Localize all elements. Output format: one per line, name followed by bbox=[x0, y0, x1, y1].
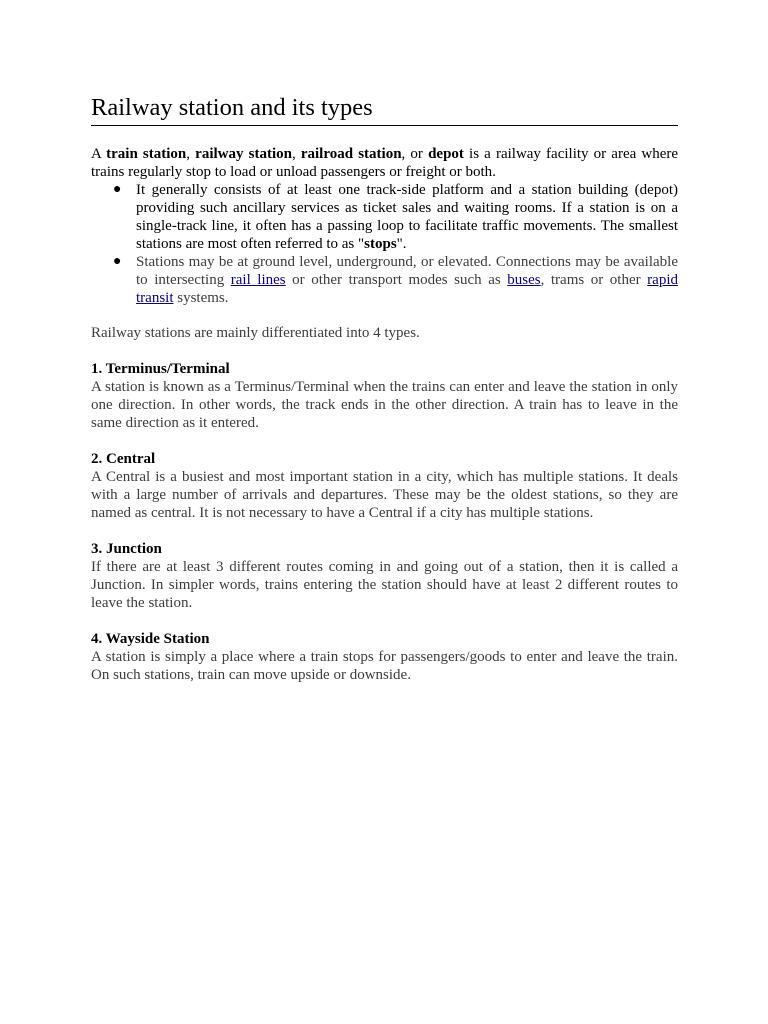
section-terminus bbox=[91, 360, 678, 432]
intro-paragraph bbox=[91, 145, 678, 181]
section-body: A Central is a busiest and most important station in a city, which has multiple stations. It deals with a large number of arrivals and departures. These may be the oldest stations, so they are named as central. It is not necessary to have a Central if a city has multiple stations. bbox=[91, 469, 678, 521]
section-body: A station is known as a Terminus/Terminal when the trains can enter and leave the station in only one direction. In other words, the track ends in the other direction. A train has to leave in the same direction as it entered. bbox=[91, 379, 678, 431]
bullet-text: Stations may be at ground level, underground, or elevated. Connections may be available to intersecting bbox=[136, 254, 678, 288]
section-central bbox=[91, 450, 678, 522]
summary-paragraph: Railway stations are mainly differentiated into 4 types. bbox=[91, 325, 420, 341]
term-railway-station: railway station bbox=[195, 146, 292, 162]
term-stops: stops bbox=[364, 236, 397, 252]
page-title: Railway station and its types bbox=[91, 92, 678, 126]
section-heading: 2. Central bbox=[91, 451, 156, 467]
bullet-text: or other transport modes such as bbox=[285, 272, 508, 288]
intro-text: , bbox=[186, 146, 196, 162]
list-item bbox=[91, 181, 678, 253]
intro-text: is a railway facility or area where trains regularly stop to load or unload passengers or freight or both. bbox=[91, 146, 679, 180]
section-wayside-station bbox=[91, 630, 678, 684]
list-item bbox=[91, 253, 678, 307]
bullet-icon: ● bbox=[113, 254, 122, 269]
link-rail-lines[interactable]: rail lines bbox=[230, 272, 286, 288]
intro-text: , bbox=[291, 146, 301, 162]
bullet-text: It generally consists of at least one track-side platform and a station building (depot) providing such ancillary services as ticket sales and waiting rooms. If a station is on a single-track line, it often has a passing loop to facilitate traffic movements. The smallest stations are most often referred to as " bbox=[136, 182, 678, 252]
bullet-text: systems. bbox=[173, 290, 229, 306]
document-content bbox=[91, 92, 678, 684]
intro-text: , or bbox=[401, 146, 429, 162]
section-heading: 4. Wayside Station bbox=[91, 631, 210, 647]
bullet-text: , trams or other bbox=[540, 272, 648, 288]
link-buses[interactable]: buses bbox=[507, 272, 541, 288]
intro-text: A bbox=[91, 146, 107, 162]
term-railroad-station: railroad station bbox=[300, 146, 402, 162]
term-depot: depot bbox=[428, 146, 464, 162]
bullet-text: ". bbox=[396, 236, 407, 252]
section-junction bbox=[91, 540, 678, 612]
section-body: A station is simply a place where a train stops for passengers/goods to enter and leave the train. On such stations, train can move upside or downside. bbox=[91, 649, 678, 683]
section-body: If there are at least 3 different routes coming in and going out of a station, then it is called a Junction. In simpler words, trains entering the station should have at least 2 different routes to leave the station. bbox=[91, 559, 678, 611]
link-rapid-transit[interactable]: rapid transit bbox=[136, 272, 678, 306]
section-heading: 1. Terminus/Terminal bbox=[91, 361, 230, 377]
section-heading: 3. Junction bbox=[91, 541, 162, 557]
term-train-station: train station bbox=[106, 146, 187, 162]
bullet-list bbox=[91, 181, 678, 307]
bullet-icon: ● bbox=[113, 182, 122, 197]
